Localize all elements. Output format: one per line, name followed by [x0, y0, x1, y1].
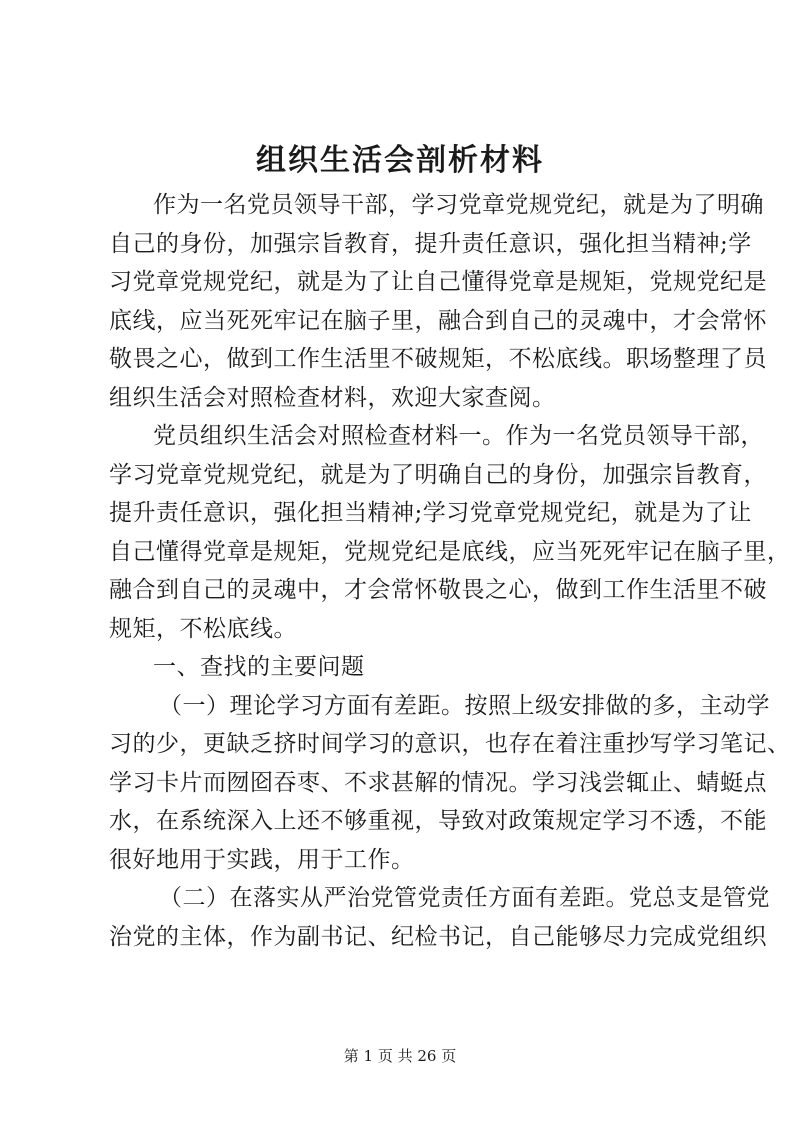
paragraph-line: 组织生活会对照检查材料，欢迎大家查阅。: [109, 384, 556, 411]
paragraph-line: 自己懂得党章是规矩，党规党纪是底线，应当死死牢记在脑子里，: [109, 538, 791, 565]
paragraph-line: 学习党章党规党纪，就是为了明确自己的身份，加强宗旨教育，: [109, 461, 767, 488]
paragraph-line: （二）在落实从严治党管党责任方面有差距。党总支是管党: [159, 885, 770, 911]
document-title: 组织生活会剖析材料: [256, 143, 544, 178]
paragraph-line: 学习卡片而囫囵吞枣、不求甚解的情况。学习浅尝辄止、蜻蜓点: [109, 769, 767, 796]
paragraph-line: 治党的主体，作为副书记、纪检书记，自己能够尽力完成党组织: [109, 923, 767, 950]
page-number-footer: 第 1 页 共 26 页: [343, 1047, 457, 1065]
paragraph-line: 提升责任意识，强化担当精神;学习党章党规党纪，就是为了让: [109, 500, 752, 526]
paragraph-line: 习的少，更缺乏挤时间学习的意识，也存在着注重抄写学习笔记、: [109, 731, 791, 757]
paragraph-line: 党员组织生活会对照检查材料一。作为一名党员领导干部，: [153, 423, 764, 449]
paragraph-line: （一）理论学习方面有差距。按照上级安排做的多，主动学: [159, 692, 770, 719]
section-heading: 一、查找的主要问题: [153, 654, 365, 680]
document-body: [109, 186, 791, 956]
paragraph-line: 融合到自己的灵魂中，才会常怀敬畏之心，做到工作生活里不破: [109, 577, 767, 603]
paragraph-line: 水，在系统深入上还不够重视，导致对政策规定学习不透，不能: [109, 808, 767, 834]
paragraph-line: 规矩，不松底线。: [109, 615, 297, 642]
paragraph-line: 自己的身份，加强宗旨教育，提升责任意识，强化担当精神;学: [109, 230, 752, 257]
paragraph-line: 习党章党规党纪，就是为了让自己懂得党章是规矩，党规党纪是: [109, 269, 767, 295]
paragraph-line: 敬畏之心，做到工作生活里不破规矩，不松底线。职场整理了员: [109, 346, 767, 372]
paragraph-line: 作为一名党员领导干部，学习党章党规党纪，就是为了明确: [153, 192, 764, 218]
paragraph-line: 底线，应当死死牢记在脑子里，融合到自己的灵魂中，才会常怀: [109, 307, 767, 334]
paragraph-line: 很好地用于实践，用于工作。: [109, 846, 415, 873]
